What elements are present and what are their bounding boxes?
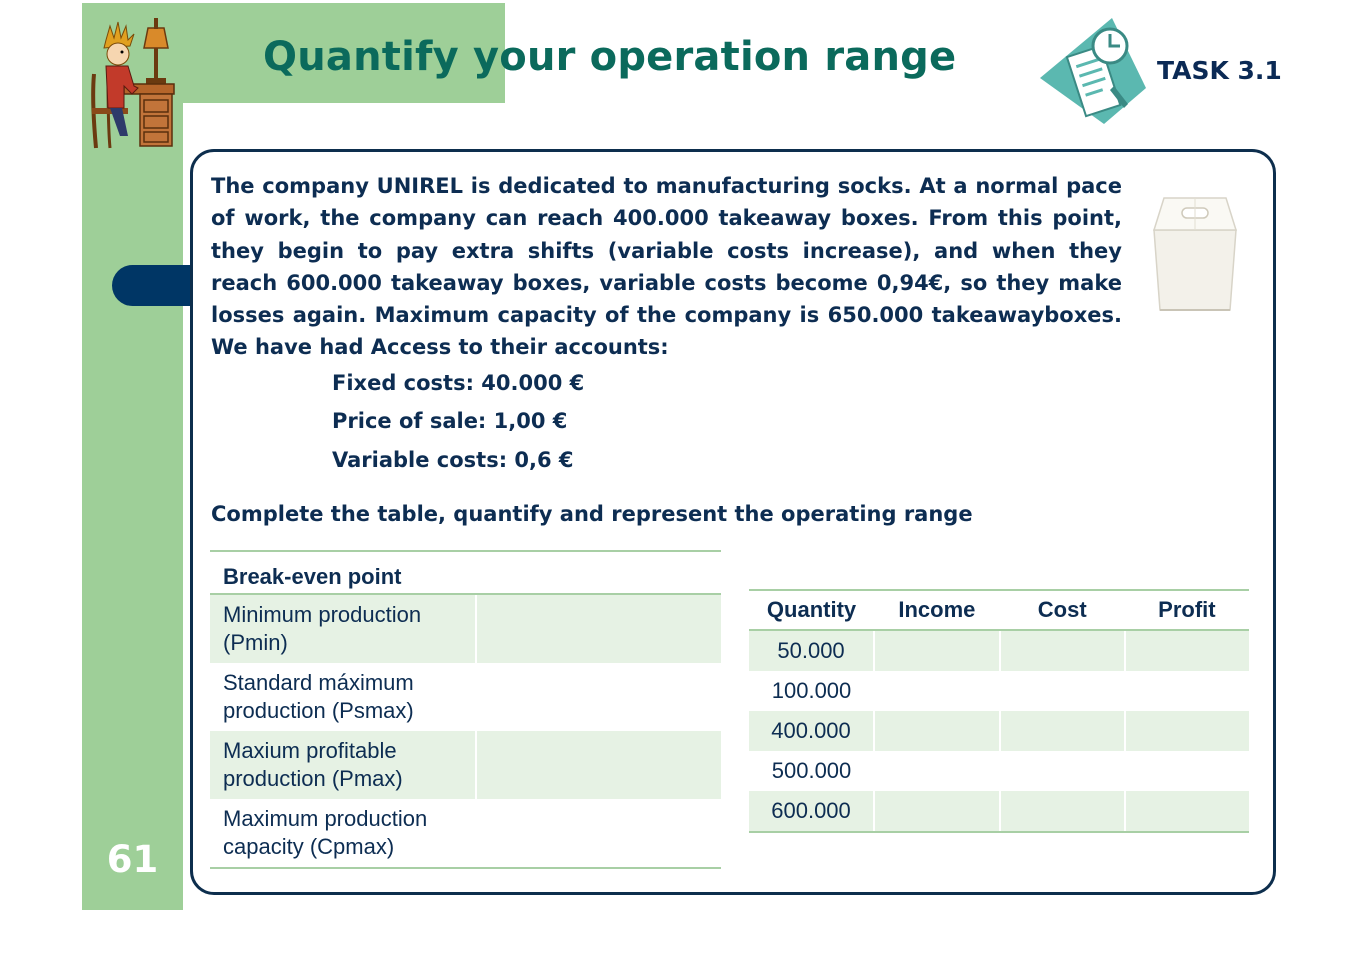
column-header-cost: Cost (1000, 590, 1125, 630)
table-row (210, 594, 721, 663)
table-row (210, 799, 721, 868)
break-even-label: Standard máximum production (Psmax) (223, 670, 414, 723)
break-even-value[interactable] (476, 731, 721, 799)
table-row (749, 630, 1249, 671)
profit-cell[interactable] (1125, 711, 1249, 751)
break-even-label: Maxium profitable production (Pmax) (210, 731, 476, 799)
table-row (749, 711, 1249, 751)
price-of-sale: Price of sale: 1,00 € (332, 409, 568, 433)
takeaway-box-image (1150, 192, 1240, 317)
page-title: Quantify your operation range (263, 34, 957, 80)
break-even-header: Break-even point (210, 551, 721, 594)
break-even-value[interactable] (476, 799, 721, 868)
income-cell[interactable] (874, 791, 1000, 832)
break-even-label: Maximum production capacity (Cpmax) (210, 799, 476, 868)
break-even-value[interactable] (476, 594, 721, 663)
task-document-clock-icon (1038, 16, 1148, 126)
cost-cell[interactable] (1000, 671, 1125, 711)
income-cell[interactable] (874, 711, 1000, 751)
quantity-cell: 500.000 (771, 758, 852, 783)
column-header-income: Income (874, 590, 1000, 630)
quantity-cell: 50.000 (749, 630, 874, 671)
table-row (210, 663, 721, 731)
cost-cell[interactable] (1000, 791, 1125, 832)
child-at-desk-illustration (88, 16, 180, 154)
column-header-quantity: Quantity (749, 590, 874, 630)
page-number: 61 (106, 838, 159, 881)
instruction-text: Complete the table, quantify and represent the operating range (211, 502, 973, 526)
break-even-table (210, 550, 721, 869)
profit-cell[interactable] (1125, 751, 1249, 791)
table-row (210, 731, 721, 799)
quantity-cell: 600.000 (749, 791, 874, 832)
quantity-table (749, 589, 1249, 833)
profit-cell[interactable] (1125, 630, 1249, 671)
profit-cell[interactable] (1125, 791, 1249, 832)
table-row (749, 791, 1249, 832)
cost-cell[interactable] (1000, 751, 1125, 791)
cost-cell[interactable] (1000, 711, 1125, 751)
income-cell[interactable] (874, 751, 1000, 791)
cost-cell[interactable] (1000, 630, 1125, 671)
profit-cell[interactable] (1125, 671, 1249, 711)
quantity-cell: 400.000 (749, 711, 874, 751)
table-row (749, 671, 1249, 711)
task-label: TASK 3.1 (1157, 56, 1282, 85)
break-even-label: Minimum production (Pmin) (210, 594, 476, 663)
table-row (749, 751, 1249, 791)
income-cell[interactable] (874, 671, 1000, 711)
variable-costs: Variable costs: 0,6 € (332, 448, 574, 472)
quantity-cell: 100.000 (771, 678, 852, 703)
income-cell[interactable] (874, 630, 1000, 671)
side-tab-marker (112, 265, 202, 306)
intro-paragraph: The company UNIREL is dedicated to manufacturing socks. At a normal pace of work, the company can reach 400.000 takeaway boxes. From this point, they begin to pay extra shifts (variable costs increase), and when they reach 600.000 takeaway boxes, variable costs become 0,94€, so they make losses again. Maximum capacity of the company is 650.000 takeawayboxes. We have had Access to their accounts: (211, 174, 1122, 360)
fixed-costs: Fixed costs: 40.000 € (332, 371, 585, 395)
break-even-value[interactable] (476, 663, 721, 731)
column-header-profit: Profit (1125, 590, 1249, 630)
